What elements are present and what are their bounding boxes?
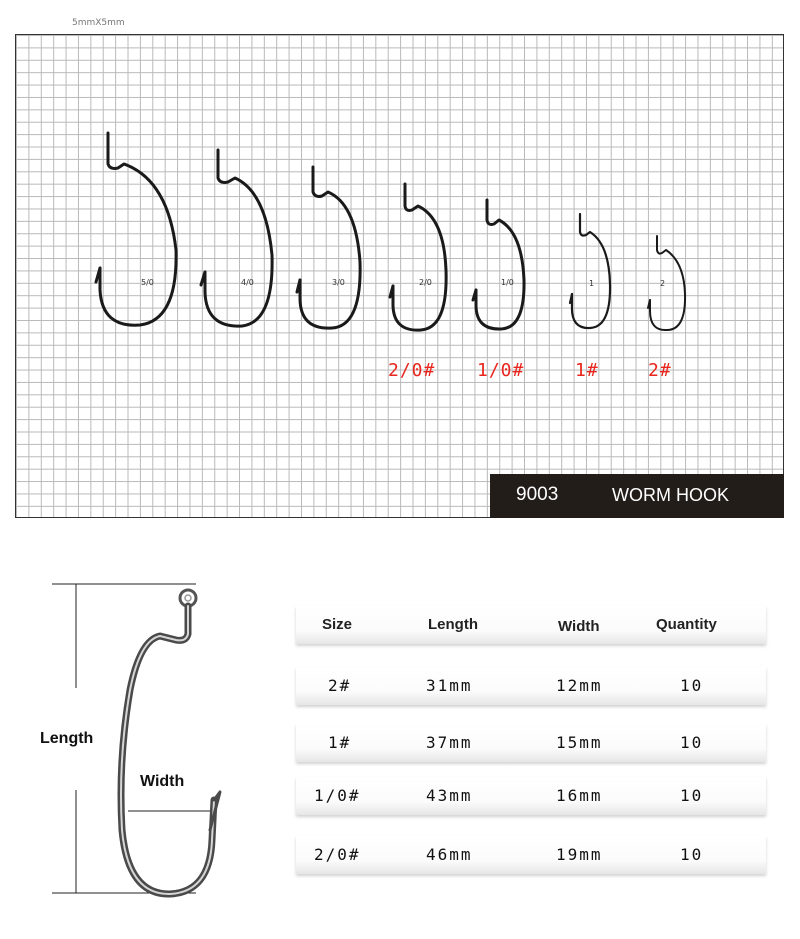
- hook-1: [570, 214, 610, 328]
- size-tag: 1/0#: [477, 360, 525, 381]
- hook-2-0: [390, 184, 446, 330]
- cell-width: 19mm: [556, 845, 603, 864]
- cell-quantity: 10: [680, 845, 704, 864]
- cell-length: 37mm: [426, 733, 473, 752]
- hook-3-0: [297, 167, 360, 328]
- cell-width: 15mm: [556, 733, 603, 752]
- cell-width: 12mm: [556, 676, 603, 695]
- hook-label: 2/0: [419, 278, 432, 287]
- header-quantity: Quantity: [656, 616, 717, 633]
- product-code: 9003: [516, 484, 559, 505]
- table-row: [296, 667, 766, 705]
- table-row: [296, 777, 766, 815]
- product-title-box: [490, 474, 784, 518]
- hook-label: 1/0: [501, 278, 514, 287]
- cell-quantity: 10: [680, 786, 704, 805]
- grid-scale-label: 5mmX5mm: [72, 18, 125, 28]
- table-row: [296, 836, 766, 874]
- cell-size: 2#: [328, 676, 352, 695]
- length-label: Length: [40, 730, 94, 747]
- hook-label: 4/0: [241, 278, 254, 287]
- cell-length: 46mm: [426, 845, 473, 864]
- hook-label: 3/0: [332, 278, 345, 287]
- cell-size: 2/0#: [314, 845, 361, 864]
- cell-width: 16mm: [556, 786, 603, 805]
- cell-quantity: 10: [680, 676, 704, 695]
- hook-label: 5/0: [141, 278, 154, 287]
- hook-2: [648, 236, 685, 330]
- cell-quantity: 10: [680, 733, 704, 752]
- hook-5-0: [96, 133, 176, 325]
- hook-4-0: [201, 150, 272, 326]
- size-tag: 2#: [648, 360, 672, 381]
- header-width: Width: [558, 618, 600, 635]
- hook-body: [121, 606, 214, 894]
- product-name: WORM HOOK: [612, 485, 729, 505]
- header-length: Length: [428, 616, 478, 633]
- table-row: [296, 724, 766, 762]
- header-size: Size: [322, 616, 353, 633]
- hook-1-0: [473, 200, 524, 329]
- cell-size: 1#: [328, 733, 352, 752]
- cell-size: 1/0#: [314, 786, 361, 805]
- hook-label: 1: [589, 279, 595, 288]
- cell-length: 31mm: [426, 676, 473, 695]
- cell-length: 43mm: [426, 786, 473, 805]
- hook-label: 2: [660, 279, 666, 288]
- size-tag: 2/0#: [388, 360, 436, 381]
- table-header-row: [296, 606, 766, 644]
- width-label: Width: [140, 773, 185, 790]
- size-tag: 1#: [575, 360, 599, 381]
